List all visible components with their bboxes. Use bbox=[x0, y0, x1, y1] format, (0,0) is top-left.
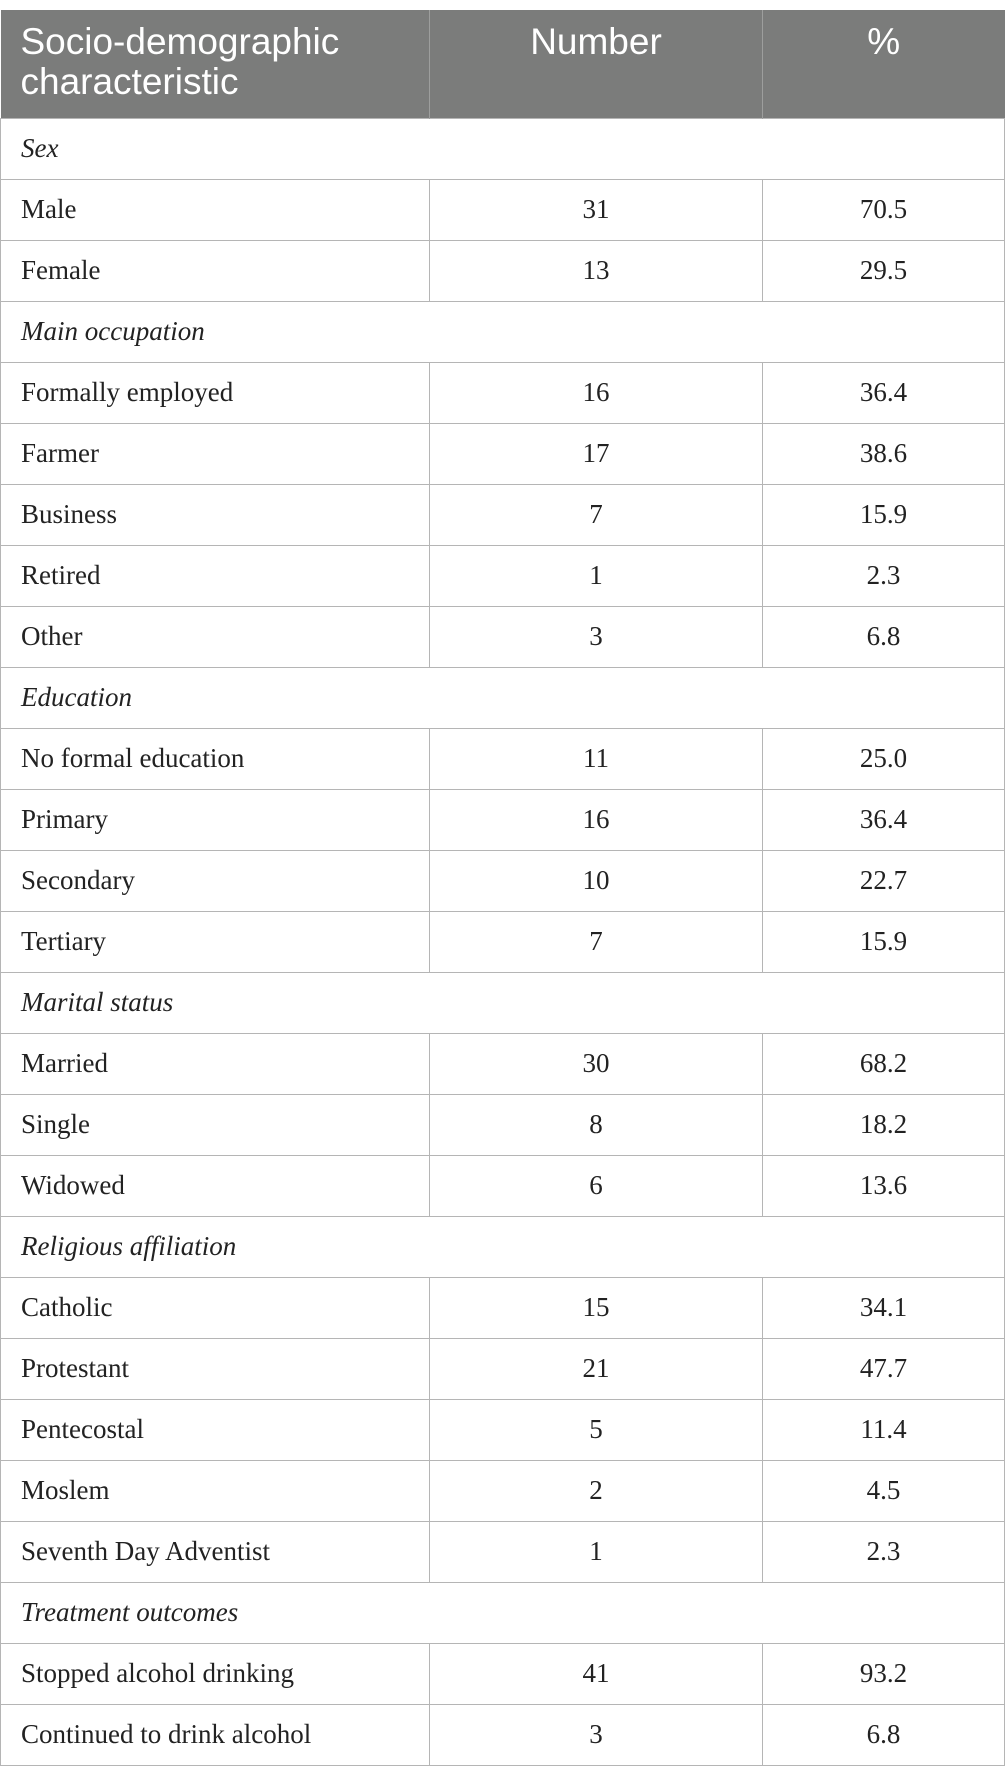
table-row bbox=[1, 1277, 1005, 1338]
row-percent: 36.4 bbox=[763, 789, 1005, 850]
table-row bbox=[1, 240, 1005, 301]
section-row bbox=[1, 118, 1005, 179]
row-number: 7 bbox=[430, 911, 763, 972]
demographics-table-container bbox=[0, 10, 1004, 1766]
table-row bbox=[1, 1399, 1005, 1460]
row-number: 6 bbox=[430, 1155, 763, 1216]
row-number: 41 bbox=[430, 1643, 763, 1704]
row-percent: 68.2 bbox=[763, 1033, 1005, 1094]
row-label: Retired bbox=[1, 545, 430, 606]
row-percent: 18.2 bbox=[763, 1094, 1005, 1155]
row-label: Moslem bbox=[1, 1460, 430, 1521]
row-number: 1 bbox=[430, 1521, 763, 1582]
section-label: Treatment outcomes bbox=[1, 1582, 1005, 1643]
table-row bbox=[1, 850, 1005, 911]
row-label: Male bbox=[1, 179, 430, 240]
section-label: Marital status bbox=[1, 972, 1005, 1033]
table-row bbox=[1, 545, 1005, 606]
row-number: 1 bbox=[430, 545, 763, 606]
row-label: Catholic bbox=[1, 1277, 430, 1338]
row-percent: 47.7 bbox=[763, 1338, 1005, 1399]
table-row bbox=[1, 1521, 1005, 1582]
table-row bbox=[1, 179, 1005, 240]
row-label: Other bbox=[1, 606, 430, 667]
row-label: Continued to drink alcohol bbox=[1, 1704, 430, 1765]
row-label: Business bbox=[1, 484, 430, 545]
row-number: 10 bbox=[430, 850, 763, 911]
row-number: 5 bbox=[430, 1399, 763, 1460]
row-percent: 6.8 bbox=[763, 1704, 1005, 1765]
row-percent: 70.5 bbox=[763, 179, 1005, 240]
row-label: Formally employed bbox=[1, 362, 430, 423]
row-number: 30 bbox=[430, 1033, 763, 1094]
table-row bbox=[1, 484, 1005, 545]
row-label: Secondary bbox=[1, 850, 430, 911]
row-label: Seventh Day Adventist bbox=[1, 1521, 430, 1582]
table-row bbox=[1, 1460, 1005, 1521]
row-percent: 4.5 bbox=[763, 1460, 1005, 1521]
table-row bbox=[1, 911, 1005, 972]
row-number: 3 bbox=[430, 1704, 763, 1765]
table-row bbox=[1, 423, 1005, 484]
row-number: 11 bbox=[430, 728, 763, 789]
table-row bbox=[1, 1033, 1005, 1094]
row-number: 17 bbox=[430, 423, 763, 484]
table-row bbox=[1, 1643, 1005, 1704]
section-label: Religious affiliation bbox=[1, 1216, 1005, 1277]
row-label: Widowed bbox=[1, 1155, 430, 1216]
row-percent: 29.5 bbox=[763, 240, 1005, 301]
table-row bbox=[1, 789, 1005, 850]
row-label: Primary bbox=[1, 789, 430, 850]
header-row bbox=[1, 10, 1005, 118]
row-number: 21 bbox=[430, 1338, 763, 1399]
row-percent: 25.0 bbox=[763, 728, 1005, 789]
table-row bbox=[1, 1338, 1005, 1399]
header-number: Number bbox=[430, 10, 763, 118]
row-percent: 2.3 bbox=[763, 545, 1005, 606]
row-label: Stopped alcohol drinking bbox=[1, 1643, 430, 1704]
row-percent: 22.7 bbox=[763, 850, 1005, 911]
row-label: No formal education bbox=[1, 728, 430, 789]
row-number: 3 bbox=[430, 606, 763, 667]
section-row bbox=[1, 1582, 1005, 1643]
row-percent: 13.6 bbox=[763, 1155, 1005, 1216]
row-percent: 34.1 bbox=[763, 1277, 1005, 1338]
table-row bbox=[1, 1094, 1005, 1155]
section-label: Main occupation bbox=[1, 301, 1005, 362]
row-percent: 15.9 bbox=[763, 911, 1005, 972]
row-number: 15 bbox=[430, 1277, 763, 1338]
table-row bbox=[1, 1704, 1005, 1765]
section-row bbox=[1, 667, 1005, 728]
row-percent: 2.3 bbox=[763, 1521, 1005, 1582]
table-row bbox=[1, 362, 1005, 423]
row-number: 2 bbox=[430, 1460, 763, 1521]
section-label: Education bbox=[1, 667, 1005, 728]
row-label: Married bbox=[1, 1033, 430, 1094]
table-header bbox=[1, 10, 1005, 118]
row-number: 7 bbox=[430, 484, 763, 545]
row-percent: 36.4 bbox=[763, 362, 1005, 423]
row-label: Female bbox=[1, 240, 430, 301]
section-row bbox=[1, 972, 1005, 1033]
header-percent: % bbox=[763, 10, 1005, 118]
header-characteristic: Socio-demographic characteristic bbox=[1, 10, 430, 118]
row-label: Protestant bbox=[1, 1338, 430, 1399]
row-number: 31 bbox=[430, 179, 763, 240]
row-label: Tertiary bbox=[1, 911, 430, 972]
row-number: 13 bbox=[430, 240, 763, 301]
section-label: Sex bbox=[1, 118, 1005, 179]
row-percent: 93.2 bbox=[763, 1643, 1005, 1704]
row-percent: 15.9 bbox=[763, 484, 1005, 545]
row-percent: 11.4 bbox=[763, 1399, 1005, 1460]
demographics-table bbox=[0, 10, 1005, 1766]
row-label: Single bbox=[1, 1094, 430, 1155]
row-number: 8 bbox=[430, 1094, 763, 1155]
section-row bbox=[1, 301, 1005, 362]
table-row bbox=[1, 606, 1005, 667]
row-percent: 38.6 bbox=[763, 423, 1005, 484]
row-label: Pentecostal bbox=[1, 1399, 430, 1460]
table-row bbox=[1, 728, 1005, 789]
table-body bbox=[1, 118, 1005, 1765]
row-number: 16 bbox=[430, 362, 763, 423]
row-number: 16 bbox=[430, 789, 763, 850]
row-label: Farmer bbox=[1, 423, 430, 484]
row-percent: 6.8 bbox=[763, 606, 1005, 667]
table-row bbox=[1, 1155, 1005, 1216]
section-row bbox=[1, 1216, 1005, 1277]
